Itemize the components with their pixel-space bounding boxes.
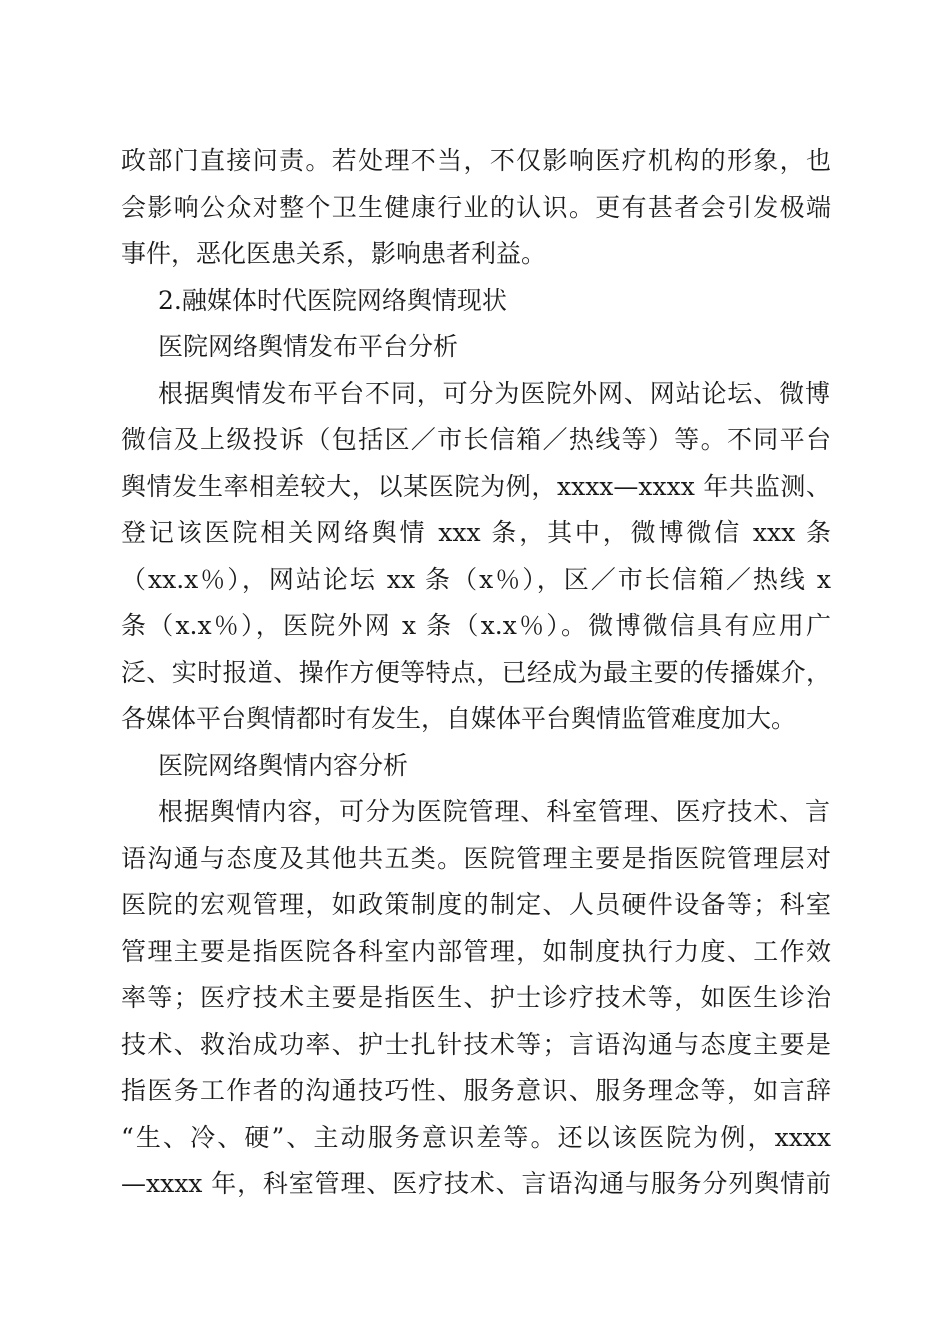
body-text-line: 登记该医院相关网络舆情 xxx 条，其中，微博微信 xxx 条 xyxy=(121,518,831,547)
body-text-line: 泛、实时报道、操作方便等特点，已经成为最主要的传播媒介， xyxy=(121,658,831,687)
body-text-line: 微信及上级投诉（包括区／市长信箱／热线等）等。不同平台 xyxy=(121,425,831,454)
body-text-line: （xx.x％），网站论坛 xx 条（x％），区／市长信箱／热线 x xyxy=(121,565,831,594)
body-text-line: 根据舆情发布平台不同，可分为医院外网、网站论坛、微博 xyxy=(158,379,830,408)
body-text-line: 会影响公众对整个卫生健康行业的认识。更有甚者会引发极端 xyxy=(121,193,831,222)
body-text-line: 管理主要是指医院各科室内部管理，如制度执行力度、工作效 xyxy=(121,937,831,966)
body-text-line: 医院的宏观管理，如政策制度的制定、人员硬件设备等；科室 xyxy=(121,890,831,919)
body-text-line: 根据舆情内容，可分为医院管理、科室管理、医疗技术、言 xyxy=(158,797,830,826)
body-text-line: 政部门直接问责。若处理不当，不仅影响医疗机构的形象，也 xyxy=(121,146,831,175)
subsection-heading: 医院网络舆情发布平台分析 xyxy=(158,332,459,361)
body-text-line: “生、冷、硬”、主动服务意识差等。还以该医院为例，xxxx xyxy=(121,1123,831,1152)
body-text-line: —xxxx 年，科室管理、医疗技术、言语沟通与服务分列舆情前 xyxy=(121,1169,831,1198)
body-text-line: 条（x.x％），医院外网 x 条（x.x％）。微博微信具有应用广 xyxy=(121,611,831,640)
body-text-line: 指医务工作者的沟通技巧性、服务意识、服务理念等，如言辞 xyxy=(121,1076,831,1105)
body-text-line: 各媒体平台舆情都时有发生，自媒体平台舆情监管难度加大。 xyxy=(121,704,797,733)
body-text-line: 技术、救治成功率、护士扎针技术等；言语沟通与态度主要是 xyxy=(121,1030,831,1059)
section-heading: 2.融媒体时代医院网络舆情现状 xyxy=(158,286,507,315)
subsection-heading: 医院网络舆情内容分析 xyxy=(158,751,409,780)
body-text-line: 事件，恶化医患关系，影响患者利益。 xyxy=(121,239,547,268)
body-text-line: 舆情发生率相差较大，以某医院为例，xxxx—xxxx 年共监测、 xyxy=(121,472,831,501)
body-text-line: 率等；医疗技术主要是指医生、护士诊疗技术等，如医生诊治 xyxy=(121,983,831,1012)
body-text-line: 语沟通与态度及其他共五类。医院管理主要是指医院管理层对 xyxy=(121,844,831,873)
